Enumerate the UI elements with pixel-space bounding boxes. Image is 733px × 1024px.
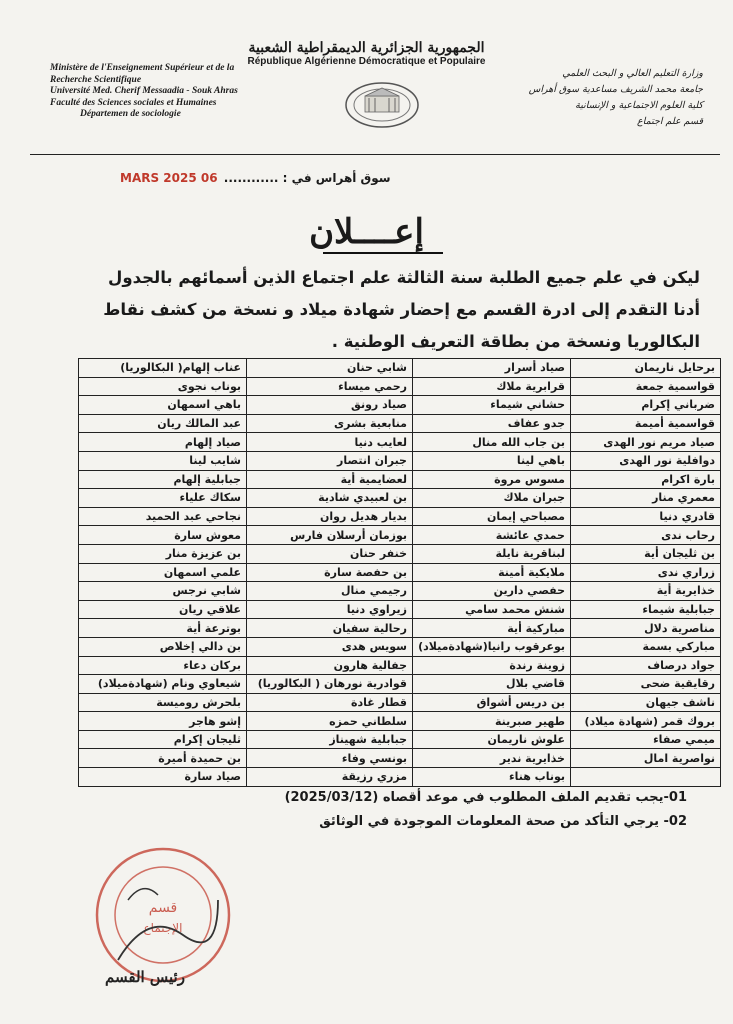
table-cell: بركان دعاء [79,656,247,675]
table-cell: مسوس مروة [413,470,571,489]
table-cell: بن حميدة أميرة [79,749,247,768]
header-republic-arabic: الجمهورية الجزائرية الديمقراطية الشعبية [248,40,485,56]
table-row [79,544,721,563]
students-table [78,358,721,787]
table-cell: قطار غادة [247,693,413,712]
table-cell: إشو هاجر [79,712,247,731]
date-line [118,171,391,185]
table-cell: بن جاب الله منال [413,433,571,452]
table-cell: علاقي ريان [79,600,247,619]
table-row [79,749,721,768]
table-cell: شنش محمد سامي [413,600,571,619]
table-cell: نجاحي عبد الحميد [79,507,247,526]
table-cell: صياد أسرار [413,359,571,378]
table-cell: رحمي ميساء [247,377,413,396]
table-row [79,563,721,582]
table-cell: زيراوي دنيا [247,600,413,619]
table-cell: بديار هديل روان [247,507,413,526]
ar-line: قسم علم اجتماع [637,116,703,127]
table-cell: صياد سارة [79,768,247,787]
table-cell: حمدي عائشة [413,526,571,545]
table-cell: جبابلية شيماء [571,600,721,619]
fr-line: Université Med. Cherif Messaadia - Souk Ahras [50,86,238,96]
table-cell: صياد رونق [247,396,413,415]
table-row [79,451,721,470]
table-cell: دوافلية نور الهدى [571,451,721,470]
table-cell: لبناقرية نايلة [413,544,571,563]
header-divider [30,154,720,155]
table-cell: خذايرية أية [571,582,721,601]
table-cell: مصباحي إيمان [413,507,571,526]
table-cell: قادري دنيا [571,507,721,526]
table-cell: جفالية هارون [247,656,413,675]
table-cell: رحالية سفيان [247,619,413,638]
table-cell: بن لعبيدي شادية [247,489,413,508]
table-cell: قوادرية نورهان ( البكالوريا) [247,675,413,694]
notes-block [285,786,687,834]
table-row [79,675,721,694]
table-cell: حفصي دارين [413,582,571,601]
table-cell: شايب لينا [79,451,247,470]
table-cell: بن ثليجان أية [571,544,721,563]
ar-line: وزارة التعليم العالي و البحث العلمي [562,68,703,79]
table-cell: منابعية بشرى [247,414,413,433]
table-cell: جواد درصاف [571,656,721,675]
table-cell: باهي اسمهان [79,396,247,415]
svg-text:الإجتماع: الإجتماع [143,921,183,935]
table-cell: ثليجان إكرام [79,730,247,749]
table-cell: رقايقية ضحى [571,675,721,694]
table-cell: لعايب دنيا [247,433,413,452]
table-cell: باهي لينا [413,451,571,470]
ar-line: كلية العلوم الاجتماعية و الإنسانية [575,100,703,111]
table-cell: جبابلية إلهام [79,470,247,489]
table-row [79,600,721,619]
table-row [79,656,721,675]
french-institution-block [50,63,280,121]
table-cell: معوش سارة [79,526,247,545]
note-line: 02- يرجي التأكد من صحة المعلومات الموجودة في الوثائق [319,814,687,829]
table-cell: قاضي بلال [413,675,571,694]
table-cell: بن دالي إخلاص [79,637,247,656]
table-cell: جبران انتصار [247,451,413,470]
table-cell: مناصرية دلال [571,619,721,638]
table-cell: شابي حنان [247,359,413,378]
table-cell: صياد إلهام [79,433,247,452]
table-row [79,507,721,526]
table-cell: سويس هدى [247,637,413,656]
table-cell: ضرباني إكرام [571,396,721,415]
table-cell: نواصرية امال [571,749,721,768]
fr-line: Départemen de sociologie [80,109,181,119]
table-row [79,582,721,601]
table-cell: بن دريس أشواق [413,693,571,712]
svg-text:قسم: قسم [148,900,178,916]
fr-line: Recherche Scientifique [50,74,142,85]
table-cell: بن حفصة سارة [247,563,413,582]
table-cell: رحاب ندى [571,526,721,545]
table-cell: بوزمان أرسلان فارس [247,526,413,545]
table-cell: رجيمي منال [247,582,413,601]
table-row [79,414,721,433]
table-cell: ناشف جيهان [571,693,721,712]
fr-line: Faculté des Sciences sociales et Humaines [50,97,217,108]
table-row [79,470,721,489]
date-stamp: 06 MARS 2025 [120,171,218,185]
table-cell: بلحرش روميسة [79,693,247,712]
table-row [79,693,721,712]
announcement-title: إعــــلان [309,212,424,252]
table-cell: بن عزيزة منار [79,544,247,563]
students-table-body [79,359,721,787]
table-cell: بونسي وفاء [247,749,413,768]
table-row [79,730,721,749]
arabic-institution-block [473,66,703,130]
table-cell: جدو عفاف [413,414,571,433]
table-cell: علوش ناريمان [413,730,571,749]
table-cell: قواسمية جمعة [571,377,721,396]
table-cell: سكاك علياء [79,489,247,508]
table-row [79,526,721,545]
table-cell: شيعاوي ونام (شهادةميلاد) [79,675,247,694]
table-row [79,489,721,508]
table-cell: بوناب نجوى [79,377,247,396]
university-logo [343,80,421,130]
table-cell: برحايل ناريمان [571,359,721,378]
table-cell: معمري منار [571,489,721,508]
title-underline [323,252,443,254]
department-head-signature: رئيس القسم [105,968,185,986]
announcement-body: ليكن في علم جميع الطلبة سنة الثالثة علم اجتماع الذين أسمائهم بالجدول أدنا التقدم إلى ادرة القسم مع إحضار شهادة ميلاد و نسخة من كشف نقاط البكالوريا ونسخة من بطاقة التعريف الوطنية . [103,268,700,351]
table-cell: مباركية أية [413,619,571,638]
table-cell: سلطاني حمزه [247,712,413,731]
table-cell: ملايكية أمينة [413,563,571,582]
table-row [79,396,721,415]
table-row [79,768,721,787]
table-cell: مزري رزيقة [247,768,413,787]
table-cell: عبد المالك ريان [79,414,247,433]
table-cell: شابي نرجس [79,582,247,601]
date-dots: ............ [223,171,279,185]
table-row [79,637,721,656]
table-cell: جبابلية شهيناز [247,730,413,749]
table-cell: لعضايمية أية [247,470,413,489]
ar-line: جامعة محمد الشريف مساعدية سوق أهراس [528,84,703,95]
table-row [79,359,721,378]
table-row [79,712,721,731]
table-row [79,433,721,452]
table-cell: بوعرقوب رانيا(شهادةميلاد) [413,637,571,656]
table-row [79,619,721,638]
table-cell: حشاني شيماء [413,396,571,415]
table-cell: ميمي صفاء [571,730,721,749]
table-cell: بروك قمر (شهادة ميلاد) [571,712,721,731]
table-cell: خذايرية ندير [413,749,571,768]
table-row [79,377,721,396]
table-cell: بارة اكرام [571,470,721,489]
table-cell [571,768,721,787]
date-prefix: سوق أهراس في : [282,171,391,185]
table-cell: مباركي بسمة [571,637,721,656]
table-cell: علمي اسمهان [79,563,247,582]
table-cell: بوناب هناء [413,768,571,787]
table-cell: بوترعة أية [79,619,247,638]
fr-line: Ministère de l'Enseignement Supérieur et de la [50,63,235,73]
table-cell: زراري ندى [571,563,721,582]
table-cell: جبران ملاك [413,489,571,508]
table-cell: قرابرية ملاك [413,377,571,396]
table-cell: صياد مريم نور الهدى [571,433,721,452]
table-cell: زوينة رندة [413,656,571,675]
table-cell: عناب إلهام( البكالوريا) [79,359,247,378]
table-cell: قواسمية أميمة [571,414,721,433]
note-line: 01-يجب تقديم الملف المطلوب في موعد أقصاه (2025/03/12) [284,790,687,805]
header-republic-french: République Algérienne Démocratique et Populaire [247,56,486,67]
table-cell: خنفر حنان [247,544,413,563]
table-cell: طهير صبرينة [413,712,571,731]
